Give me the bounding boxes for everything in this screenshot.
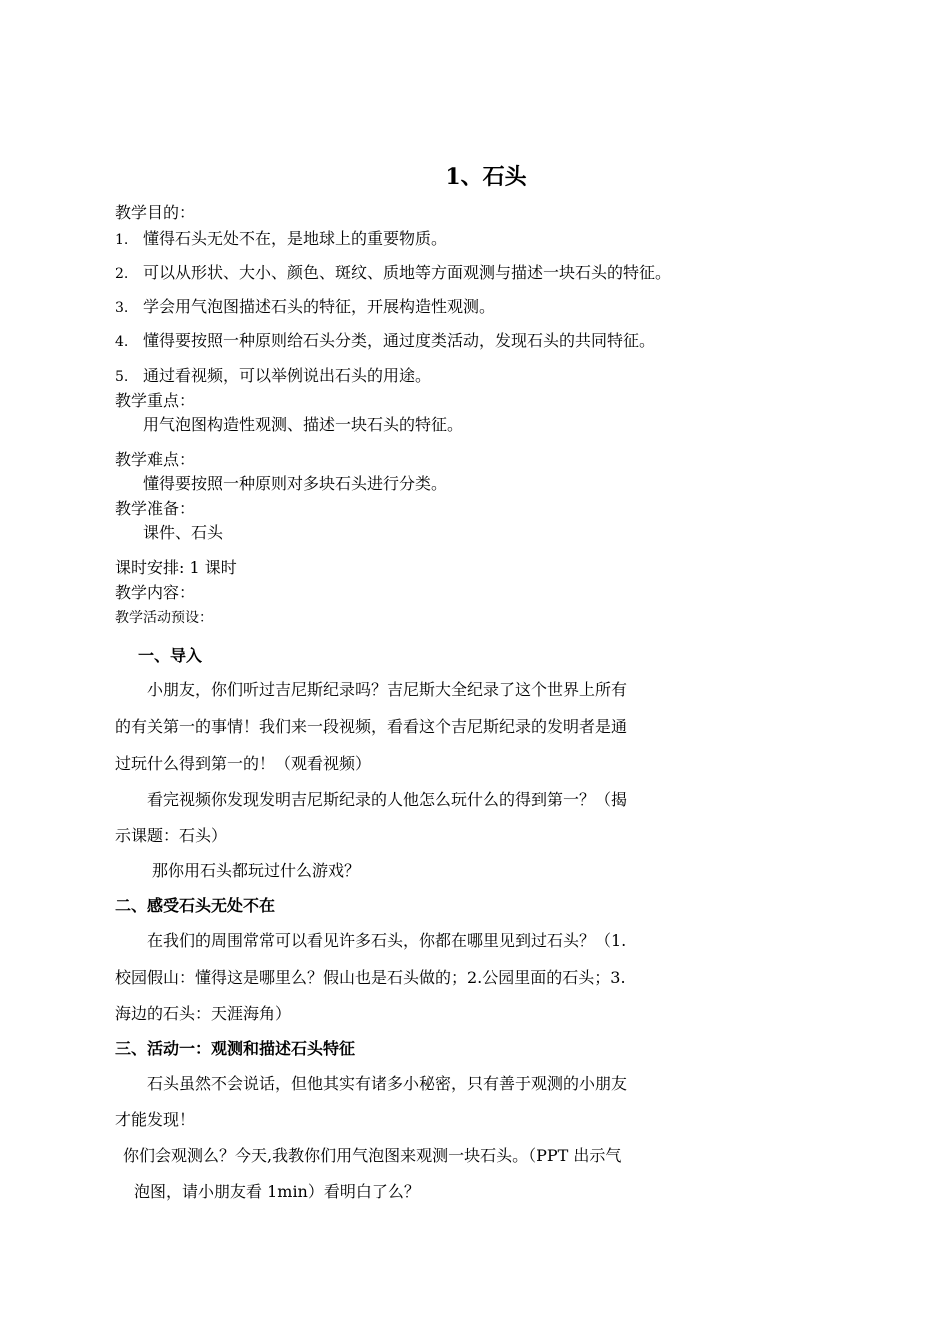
paragraph-line: 才能发现！ (115, 1110, 196, 1129)
objectives-heading: 教学目的： (115, 203, 196, 222)
paragraph-line: 你们会观测么？今天,我教你们用气泡图来观测一块石头。（PPT 出示气 (123, 1146, 622, 1165)
difficulty-heading: 教学难点： (115, 450, 196, 469)
objective-item (115, 263, 671, 284)
section-heading-intro: 一、导入 (138, 646, 203, 665)
objective-item (115, 331, 655, 352)
paragraph-line: 小朋友，你们听过吉尼斯纪录吗？吉尼斯大全纪录了这个世界上所有 (147, 680, 628, 699)
content-heading: 教学内容： (115, 583, 196, 602)
key-point-text: 用气泡图构造性观测、描述一块石头的特征。 (143, 415, 464, 434)
paragraph-line: 海边的石头：天涯海角） (115, 1004, 292, 1023)
objective-number: 2. (115, 266, 129, 282)
objective-text: 通过看视频，可以举例说出石头的用途。 (143, 366, 432, 385)
objective-number: 5. (115, 369, 129, 385)
paragraph-line: 石头虽然不会说话，但他其实有诸多小秘密，只有善于观测的小朋友 (147, 1074, 628, 1093)
preparation-heading: 教学准备： (115, 499, 196, 518)
objective-text: 懂得要按照一种原则给石头分类，通过度类活动，发现石头的共同特征。 (143, 331, 656, 350)
objective-text: 懂得石头无处不在，是地球上的重要物质。 (143, 229, 448, 248)
section-heading-everywhere: 二、感受石头无处不在 (115, 896, 276, 915)
section-heading-activity-one: 三、活动一：观测和描述石头特征 (115, 1039, 356, 1058)
objective-item (115, 297, 495, 318)
objective-number: 1. (115, 232, 129, 248)
paragraph-line: 的有关第一的事情！我们来一段视频，看看这个吉尼斯纪录的发明者是通 (115, 717, 628, 736)
objective-item (115, 229, 447, 250)
key-point-heading: 教学重点： (115, 391, 196, 410)
schedule-line: 课时安排: 1 课时 (115, 558, 237, 577)
paragraph-line: 那你用石头都玩过什么游戏？ (152, 861, 361, 880)
paragraph-line: 过玩什么得到第一的！（观看视频） (115, 754, 372, 773)
paragraph-line: 示课题：石头） (115, 826, 228, 845)
paragraph-line: 泡图，请小朋友看 1min）看明白了么？ (134, 1182, 420, 1201)
preparation-text: 课件、石头 (143, 523, 224, 542)
activity-heading: 教学活动预设： (115, 610, 213, 626)
paragraph-line: 看完视频你发现发明吉尼斯纪录的人他怎么玩什么的得到第一？（揭 (147, 790, 628, 809)
objective-text: 可以从形状、大小、颜色、斑纹、质地等方面观测与描述一块石头的特征。 (143, 263, 672, 282)
objective-item (115, 366, 431, 387)
objective-number: 3. (115, 300, 129, 316)
paragraph-line: 在我们的周围常常可以看见许多石头，你都在哪里见到过石头？（1. (147, 931, 627, 950)
difficulty-text: 懂得要按照一种原则对多块石头进行分类。 (143, 474, 448, 493)
page-title: 1、石头 (445, 164, 527, 190)
paragraph-line: 校园假山：懂得这是哪里么？假山也是石头做的；2.公园里面的石头；3. (115, 968, 626, 987)
objective-text: 学会用气泡图描述石头的特征，开展构造性观测。 (143, 297, 496, 316)
objective-number: 4. (115, 334, 129, 350)
